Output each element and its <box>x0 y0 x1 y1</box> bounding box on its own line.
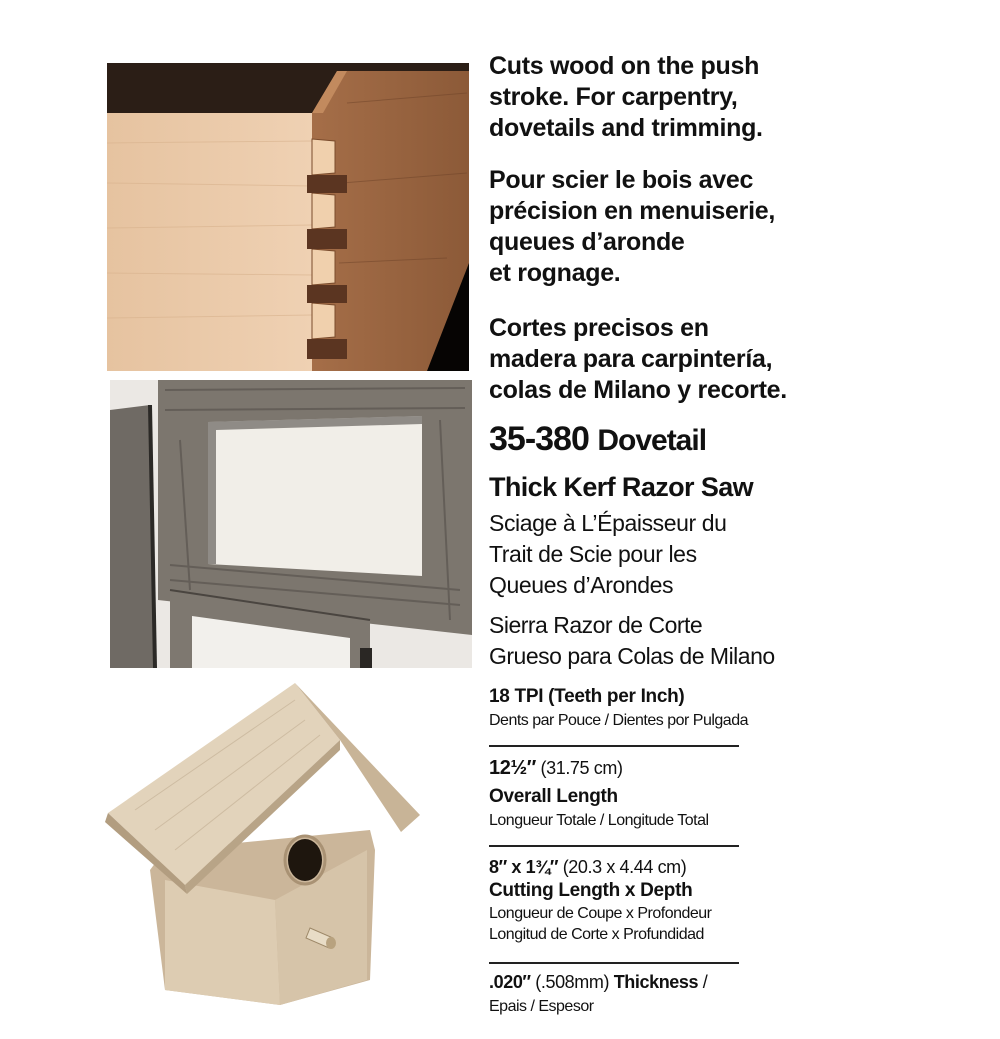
spec-tpi-sub: Dents par Pouce / Dientes por Pulgada <box>489 712 748 729</box>
description-line: colas de Milano y recorte. <box>489 376 787 404</box>
spec-thickness-metric: (.508mm) <box>535 972 610 992</box>
spec-thickness-value: .020″ <box>489 972 531 992</box>
product-es-line: Sierra Razor de Corte <box>489 612 703 638</box>
spec-thickness-sub: Epais / Espesor <box>489 998 594 1015</box>
product-name-es <box>489 610 989 672</box>
product-subtitle: Thick Kerf Razor Saw <box>489 472 754 502</box>
divider <box>489 745 739 747</box>
spec-tpi-label: 18 TPI (Teeth per Inch) <box>489 686 685 707</box>
product-title <box>489 420 989 459</box>
description-line: Cortes precisos en <box>489 314 709 342</box>
description-line: queues d’aronde <box>489 228 685 256</box>
spec-thickness-value-row <box>489 972 989 993</box>
description-en <box>489 51 989 144</box>
spec-cutting-label: Cutting Length x Depth <box>489 880 693 901</box>
product-fr-line: Queues d’Arondes <box>489 572 674 598</box>
product-name-fr <box>489 508 989 601</box>
spec-length-metric: (31.75 cm) <box>540 758 623 778</box>
dovetail-joint-photo <box>107 63 469 371</box>
birdhouse-photo <box>105 680 435 1010</box>
description-line: et rognage. <box>489 259 621 287</box>
spec-length-sub: Longueur Totale / Longitude Total <box>489 812 709 829</box>
description-line: dovetails and trimming. <box>489 114 763 142</box>
product-fr-line: Trait de Scie pour les <box>489 541 697 567</box>
product-code: 35-380 <box>489 420 589 458</box>
spec-length-value: 12½″ <box>489 757 536 779</box>
product-fr-line: Sciage à L’Épaisseur du <box>489 510 727 536</box>
divider <box>489 962 739 964</box>
spec-length <box>489 757 989 830</box>
description-line: Pour scier le bois avec <box>489 166 754 194</box>
description-line: précision en menuiserie, <box>489 197 775 225</box>
spec-cutting <box>489 857 989 944</box>
spec-thickness <box>489 972 989 1016</box>
spec-tpi <box>489 686 989 730</box>
rustic-frames-photo <box>110 380 472 668</box>
description-es <box>489 313 989 406</box>
spec-cutting-sub-fr: Longueur de Coupe x Profondeur <box>489 905 712 922</box>
description-fr <box>489 165 989 289</box>
description-line: Cuts wood on the push <box>489 52 760 80</box>
spec-cutting-metric: (20.3 x 4.44 cm) <box>562 857 687 877</box>
spec-cutting-value-row <box>489 857 989 878</box>
spec-cutting-sub-es: Longitud de Corte x Profundidad <box>489 926 704 943</box>
product-name: Dovetail <box>597 424 707 457</box>
divider <box>489 845 739 847</box>
description-line: madera para carpintería, <box>489 345 773 373</box>
spec-cutting-value: 8″ x 1¾″ <box>489 857 559 877</box>
description-line: stroke. For carpentry, <box>489 83 738 111</box>
spec-thickness-sep: / <box>702 972 708 992</box>
spec-length-label: Overall Length <box>489 786 618 807</box>
spec-thickness-label: Thickness <box>613 972 699 992</box>
product-es-line: Grueso para Colas de Milano <box>489 643 775 669</box>
spec-length-value-row <box>489 757 989 780</box>
